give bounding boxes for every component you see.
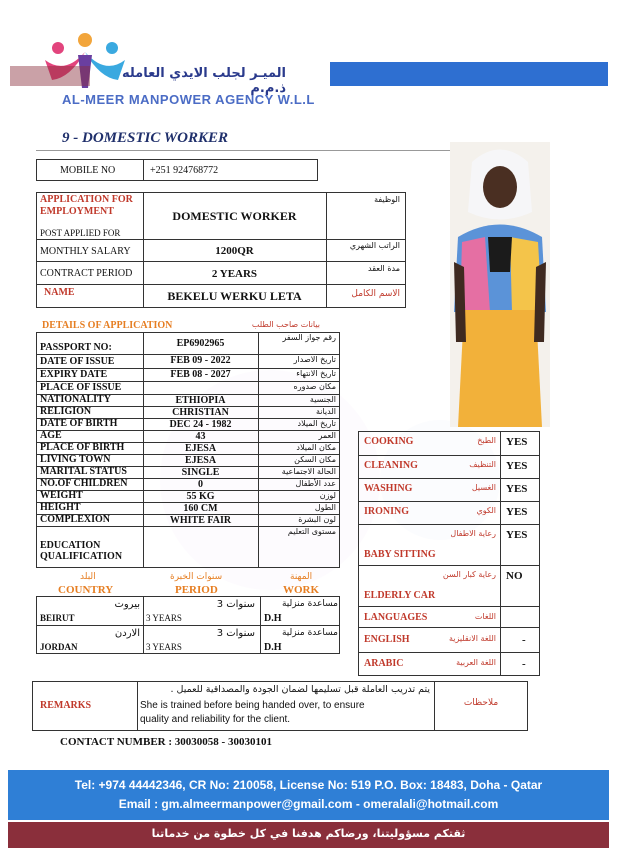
skill-label: BABY SITTING	[364, 549, 436, 560]
details-value: CHRISTIAN	[172, 407, 229, 418]
skill-value: YES	[506, 506, 528, 518]
details-heading: DETAILS OF APPLICATION	[42, 320, 173, 331]
mobile-label: MOBILE NO	[60, 165, 116, 176]
details-label: HEIGHT	[40, 502, 81, 513]
english-value: -	[522, 634, 526, 646]
details-arabic: لوزن	[319, 491, 336, 500]
lang-line-2	[358, 652, 540, 653]
contract-value: 2 YEARS	[211, 268, 258, 280]
salary-arabic: الراتب الشهري	[349, 241, 400, 250]
details-arabic: عدد الأطفال	[295, 479, 336, 488]
details-value: FEB 08 - 2027	[170, 369, 231, 380]
period-header: PERIOD	[175, 584, 218, 596]
details-label: EXPIRY DATE	[40, 369, 108, 380]
salary-value: 1200QR	[215, 245, 254, 257]
footer-contact-line: Tel: +974 44442346, CR No: 210058, License No: 519 P.O. Box: 18483, Doha - Qatar	[74, 778, 543, 792]
exp-row-2-work: D.H	[264, 642, 282, 653]
details-arabic: تاريخ الاصدار	[293, 355, 336, 364]
details-value: 160 CM	[183, 503, 218, 514]
skill-arabic: الطبخ	[477, 436, 496, 445]
pos-divider-2	[326, 192, 327, 308]
post-applied-arabic: الوظيفة	[374, 195, 400, 204]
remarks-text-en-2: quality and reliability for the client.	[140, 714, 291, 725]
details-arabic: تاريخ الميلاد	[297, 419, 336, 428]
country-header-arabic: البلد	[80, 572, 96, 582]
salary-label: MONTHLY SALARY	[40, 246, 131, 257]
arabic-label: ARABIC	[364, 658, 404, 669]
remarks-text-en-1: She is trained before being handed over, to ensure	[140, 700, 365, 711]
pos-row-line-2	[36, 261, 406, 262]
skills-row-line	[358, 565, 540, 566]
applicant-photo	[450, 142, 550, 427]
details-label: NO.OF CHILDREN	[40, 478, 128, 489]
skill-arabic: التنظيف	[469, 460, 496, 469]
name-arabic: الاسم الكامل	[351, 289, 400, 299]
exp-row-2-period-arabic: 3 سنوات	[216, 628, 255, 639]
agency-name-arabic: الميـر لجلب الايدي العامله ذ.م.م	[121, 66, 286, 96]
skills-row-line	[358, 501, 540, 502]
skill-arabic: الغسيل	[471, 483, 496, 492]
details-value: ETHIOPIA	[175, 395, 226, 406]
exp-row-1-country: BEIRUT	[40, 613, 75, 623]
post-applied-value: DOMESTIC WORKER	[172, 209, 297, 223]
details-value: EJESA	[184, 455, 217, 466]
details-label: PLACE OF ISSUE	[40, 382, 122, 393]
remarks-label: REMARKS	[40, 700, 92, 711]
mobile-divider	[143, 159, 144, 181]
details-label: PASSPORT NO:	[40, 342, 112, 353]
form-title: 9 - DOMESTIC WORKER	[62, 130, 229, 146]
details-value: EP6902965	[176, 338, 225, 349]
details-arabic: تاريخ الانتهاء	[296, 369, 336, 378]
skill-value: YES	[506, 483, 528, 495]
details-label: AGE	[40, 430, 62, 441]
exp-row-2-country-arabic: الاردن	[114, 628, 140, 639]
remarks-divider-2	[434, 681, 435, 731]
arabic-arabic: اللغة العربية	[456, 658, 496, 667]
details-value: 55 KG	[186, 491, 215, 502]
title-underline	[36, 150, 516, 151]
work-header-arabic: المهنة	[290, 572, 313, 582]
footer-email-line: Email : gm.almeermanpower@gmail.com - omeralali@hotmail.com	[118, 797, 499, 811]
details-arabic: الطول	[314, 503, 336, 512]
details-label: MARITAL STATUS	[40, 466, 127, 477]
skill-label: CLEANING	[364, 460, 418, 471]
details-heading-arabic: بيانات صاحب الطلب	[251, 320, 320, 329]
details-arabic: مكان الميلاد	[296, 443, 336, 452]
exp-row-2-period: 3 YEARS	[146, 642, 182, 652]
details-label: DATE OF ISSUE	[40, 356, 115, 367]
arabic-value: -	[522, 658, 526, 670]
details-value: DEC 24 - 1982	[169, 419, 232, 430]
details-arabic: رقم جواز السفر	[282, 333, 336, 342]
details-value: SINGLE	[181, 467, 220, 478]
english-label: ENGLISH	[364, 634, 410, 645]
details-label: LIVING TOWN	[40, 454, 111, 465]
skill-label: ELDERLY CAR	[364, 590, 436, 601]
exp-row-line	[36, 625, 340, 626]
remarks-arabic-label: ملاحظات	[463, 698, 499, 708]
country-header: COUNTRY	[58, 584, 114, 596]
details-label: WEIGHT	[40, 490, 83, 501]
skill-label: WASHING	[364, 483, 413, 494]
pos-row-line-3	[36, 284, 406, 285]
contract-arabic: مدة العقد	[368, 264, 400, 273]
details-label: PLACE OF BIRTH	[40, 442, 125, 453]
contract-label: CONTRACT PERIOD	[40, 268, 133, 279]
details-arabic: الديانة	[315, 407, 336, 416]
mobile-value: +251 924768772	[150, 165, 219, 176]
skill-arabic: رعاية الاطفال	[450, 529, 496, 538]
skill-label: COOKING	[364, 436, 414, 447]
details-arabic: الحالة الاجتماعية	[281, 467, 336, 476]
details-label: DATE OF BIRTH	[40, 418, 118, 429]
details-arabic: لون البشرة	[298, 515, 336, 524]
details-label: EDUCATION QUALIFICATION	[40, 540, 123, 562]
skill-value: NO	[506, 570, 523, 582]
details-arabic: الجنسية	[309, 395, 336, 404]
exp-row-1-country-arabic: بيروت	[114, 599, 140, 610]
skill-label: IRONING	[364, 506, 410, 517]
details-arabic: مكان صدوره	[293, 382, 336, 391]
skills-row-line	[358, 455, 540, 456]
lang-line-1	[358, 627, 540, 628]
english-arabic: اللغة الانقليزية	[448, 634, 496, 643]
application-for-employment-label: APPLICATION FOR EMPLOYMENT	[40, 194, 133, 217]
skill-arabic: الكوي	[476, 506, 496, 515]
languages-arabic: اللغات	[474, 612, 496, 621]
details-arabic: العمر	[318, 431, 336, 440]
details-value: 43	[195, 431, 206, 442]
exp-row-2-work-arabic: مساعدة منزلية	[281, 628, 338, 638]
details-label: NATIONALITY	[40, 394, 111, 405]
languages-label: LANGUAGES	[364, 612, 428, 623]
skill-arabic: رعاية كبار السن	[442, 570, 496, 579]
details-label: COMPLEXION	[40, 514, 110, 525]
work-header: WORK	[283, 584, 320, 596]
skills-row-line	[358, 524, 540, 525]
name-label: NAME	[44, 287, 75, 298]
exp-row-1-period-arabic: 3 سنوات	[216, 599, 255, 610]
footer-slogan: ثقتكم مسؤوليتنا، ورضاكم هدفنا في كل خطوة من خدماتنا	[151, 827, 466, 840]
contact-number: CONTACT NUMBER : 30030058 - 30030101	[60, 736, 272, 748]
remarks-divider-1	[137, 681, 138, 731]
period-header-arabic: سنوات الخبرة	[170, 572, 223, 582]
agency-name-english: AL-MEER MANPOWER AGENCY W.L.L	[62, 92, 315, 107]
exp-row-1-work: D.H	[264, 613, 282, 624]
details-value: EJESA	[184, 443, 217, 454]
post-applied-label: POST APPLIED FOR	[40, 228, 121, 238]
skills-row-line	[358, 606, 540, 607]
details-value: 0	[198, 479, 203, 490]
skill-value: YES	[506, 529, 528, 541]
skills-divider	[500, 431, 501, 676]
exp-row-1-work-arabic: مساعدة منزلية	[281, 599, 338, 609]
details-value: FEB 09 - 2022	[170, 355, 231, 366]
exp-row-1-period: 3 YEARS	[146, 613, 182, 623]
exp-row-2-country: JORDAN	[40, 642, 78, 652]
header-blue-bar-right	[330, 62, 608, 86]
skills-row-line	[358, 478, 540, 479]
details-value: WHITE FAIR	[169, 515, 232, 526]
remarks-text-arabic: يتم تدريب العاملة قبل تسليمها لضمان الجودة والمصداقية للعميل .	[170, 684, 430, 695]
pos-row-line-1	[36, 239, 406, 240]
details-arabic: مكان السكن	[294, 455, 336, 464]
details-label: RELIGION	[40, 406, 92, 417]
skill-value: YES	[506, 460, 528, 472]
details-arabic: مستوى التعليم	[287, 527, 336, 536]
skill-value: YES	[506, 436, 528, 448]
header-blue-bar-left	[10, 66, 90, 86]
name-value: BEKELU WERKU LETA	[167, 289, 302, 303]
